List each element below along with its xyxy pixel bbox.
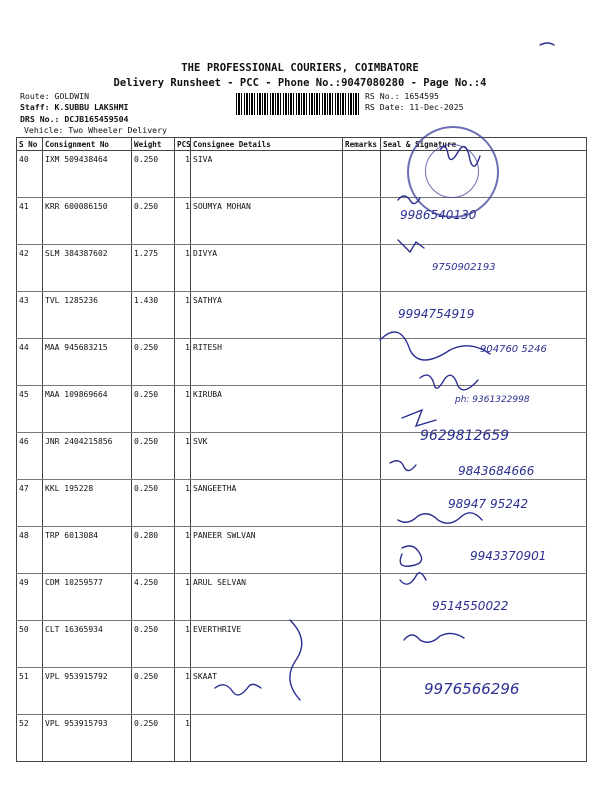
cell-remarks (343, 480, 381, 527)
cell-consignee: RITESH (191, 339, 343, 386)
table-row (17, 433, 587, 480)
cell-sno: 50 (17, 621, 43, 668)
cell-remarks (343, 198, 381, 245)
rs-number: RS No.: 1654595 (365, 91, 439, 101)
cell-signature (381, 480, 587, 527)
cell-sno: 44 (17, 339, 43, 386)
cell-consignee: SVK (191, 433, 343, 480)
cell-pcs: 1 (175, 198, 191, 245)
cell-remarks (343, 386, 381, 433)
cell-remarks (343, 527, 381, 574)
cell-pcs: 1 (175, 292, 191, 339)
col-pcs: PCS (175, 138, 191, 151)
cell-pcs: 1 (175, 527, 191, 574)
cell-signature (381, 527, 587, 574)
cell-remarks (343, 574, 381, 621)
cell-consignee: SIVA (191, 151, 343, 198)
cell-consignee: SANGEETHA (191, 480, 343, 527)
cell-pcs: 1 (175, 151, 191, 198)
table-row (17, 386, 587, 433)
cell-consignment: CDM 10259577 (43, 574, 132, 621)
cell-sno: 48 (17, 527, 43, 574)
cell-sno: 43 (17, 292, 43, 339)
cell-remarks (343, 339, 381, 386)
cell-signature (381, 292, 587, 339)
cell-sno: 42 (17, 245, 43, 292)
cell-weight: 0.250 (132, 198, 175, 245)
cell-consignment: MAA 945683215 (43, 339, 132, 386)
vehicle-label: Vehicle: Two Wheeler Delivery (24, 125, 167, 135)
cell-consignee (191, 715, 343, 762)
cell-consignment: JNR 2404215856 (43, 433, 132, 480)
cell-sno: 52 (17, 715, 43, 762)
cell-consignment: TVL 1285236 (43, 292, 132, 339)
handwritten-phone: 904760 5246 (480, 344, 547, 355)
cell-remarks (343, 433, 381, 480)
handwritten-phone: 9843684666 (458, 464, 535, 478)
cell-consignee: SATHYA (191, 292, 343, 339)
cell-remarks (343, 292, 381, 339)
cell-sno: 51 (17, 668, 43, 715)
cell-remarks (343, 151, 381, 198)
cell-consignee: SOUMYA MOHAN (191, 198, 343, 245)
cell-consignee: PANEER SWLVAN (191, 527, 343, 574)
cell-signature (381, 574, 587, 621)
cell-signature (381, 433, 587, 480)
cell-signature (381, 621, 587, 668)
cell-weight: 0.250 (132, 433, 175, 480)
cell-remarks (343, 245, 381, 292)
cell-weight: 0.250 (132, 151, 175, 198)
cell-remarks (343, 621, 381, 668)
cell-weight: 0.250 (132, 715, 175, 762)
cell-weight: 0.250 (132, 621, 175, 668)
cell-remarks (343, 668, 381, 715)
cell-weight: 0.250 (132, 386, 175, 433)
cell-remarks (343, 715, 381, 762)
handwritten-phone: 9976566296 (424, 680, 520, 698)
cell-signature (381, 339, 587, 386)
cell-signature (381, 668, 587, 715)
cell-pcs: 1 (175, 621, 191, 668)
cell-sno: 40 (17, 151, 43, 198)
cell-consignment: VPL 953915793 (43, 715, 132, 762)
cell-weight: 0.280 (132, 527, 175, 574)
table-row (17, 574, 587, 621)
company-seal-stamp (407, 126, 499, 218)
cell-consignment: CLT 16365934 (43, 621, 132, 668)
cell-signature (381, 715, 587, 762)
rs-date: RS Date: 11-Dec-2025 (365, 102, 464, 112)
handwritten-phone: 9994754919 (398, 307, 475, 321)
cell-pcs: 1 (175, 245, 191, 292)
handwritten-phone: 9629812659 (420, 428, 510, 444)
cell-weight: 1.275 (132, 245, 175, 292)
cell-pcs: 1 (175, 339, 191, 386)
cell-consignment: TRP 6013084 (43, 527, 132, 574)
cell-sno: 49 (17, 574, 43, 621)
cell-consignee: ARUL SELVAN (191, 574, 343, 621)
cell-consignment: MAA 109869664 (43, 386, 132, 433)
col-sno: S No (17, 138, 43, 151)
cell-consignee: SKAAT (191, 668, 343, 715)
cell-sno: 47 (17, 480, 43, 527)
cell-consignment: KKL 195228 (43, 480, 132, 527)
cell-pcs: 1 (175, 433, 191, 480)
table-row (17, 245, 587, 292)
cell-sno: 41 (17, 198, 43, 245)
cell-pcs: 1 (175, 386, 191, 433)
company-title: THE PROFESSIONAL COURIERS, COIMBATORE (181, 62, 419, 74)
signature-stroke (540, 43, 554, 45)
table-row (17, 339, 587, 386)
table-row (17, 198, 587, 245)
cell-weight: 0.250 (132, 480, 175, 527)
cell-weight: 0.250 (132, 668, 175, 715)
handwritten-phone: 9514550022 (432, 599, 509, 613)
cell-pcs: 1 (175, 668, 191, 715)
barcode (236, 93, 360, 115)
cell-consignment: KRR 600086150 (43, 198, 132, 245)
cell-consignee: KIRUBA (191, 386, 343, 433)
table-header-row (17, 138, 587, 151)
handwritten-phone: 98947 95242 (448, 497, 529, 511)
handwritten-phone: 9750902193 (432, 262, 496, 273)
col-consignment: Consignment No (43, 138, 132, 151)
runsheet-table (16, 137, 587, 762)
drs-label: DRS No.: DCJB165459504 (20, 114, 129, 124)
table-row (17, 715, 587, 762)
col-weight: Weight (132, 138, 175, 151)
cell-consignment: VPL 953915792 (43, 668, 132, 715)
cell-pcs: 1 (175, 480, 191, 527)
cell-pcs: 1 (175, 715, 191, 762)
table-row (17, 480, 587, 527)
cell-weight: 4.250 (132, 574, 175, 621)
handwritten-phone: 9943370901 (470, 549, 547, 563)
col-remarks: Remarks (343, 138, 381, 151)
cell-signature (381, 245, 587, 292)
cell-consignment: SLM 384387602 (43, 245, 132, 292)
cell-weight: 1.430 (132, 292, 175, 339)
cell-consignee: EVERTHRIVE (191, 621, 343, 668)
runsheet-subtitle: Delivery Runsheet - PCC - Phone No.:9047080280 - Page No.:4 (113, 77, 487, 89)
cell-weight: 0.250 (132, 339, 175, 386)
cell-pcs: 1 (175, 574, 191, 621)
cell-consignee: DIVYA (191, 245, 343, 292)
staff-label: Staff: K.SUBBU LAKSHMI (20, 102, 129, 112)
cell-sno: 45 (17, 386, 43, 433)
table-row (17, 621, 587, 668)
handwritten-phone: ph: 9361322998 (455, 395, 530, 405)
table-row (17, 151, 587, 198)
route-label: Route: GOLDWIN (20, 91, 90, 101)
cell-consignment: IXM 509438464 (43, 151, 132, 198)
col-consignee: Consignee Details (191, 138, 343, 151)
cell-signature (381, 386, 587, 433)
table-row (17, 292, 587, 339)
table-row (17, 668, 587, 715)
cell-sno: 46 (17, 433, 43, 480)
handwritten-phone: 9986540130 (400, 208, 477, 222)
table-row (17, 527, 587, 574)
col-signature: Seal & Signature (381, 138, 587, 151)
